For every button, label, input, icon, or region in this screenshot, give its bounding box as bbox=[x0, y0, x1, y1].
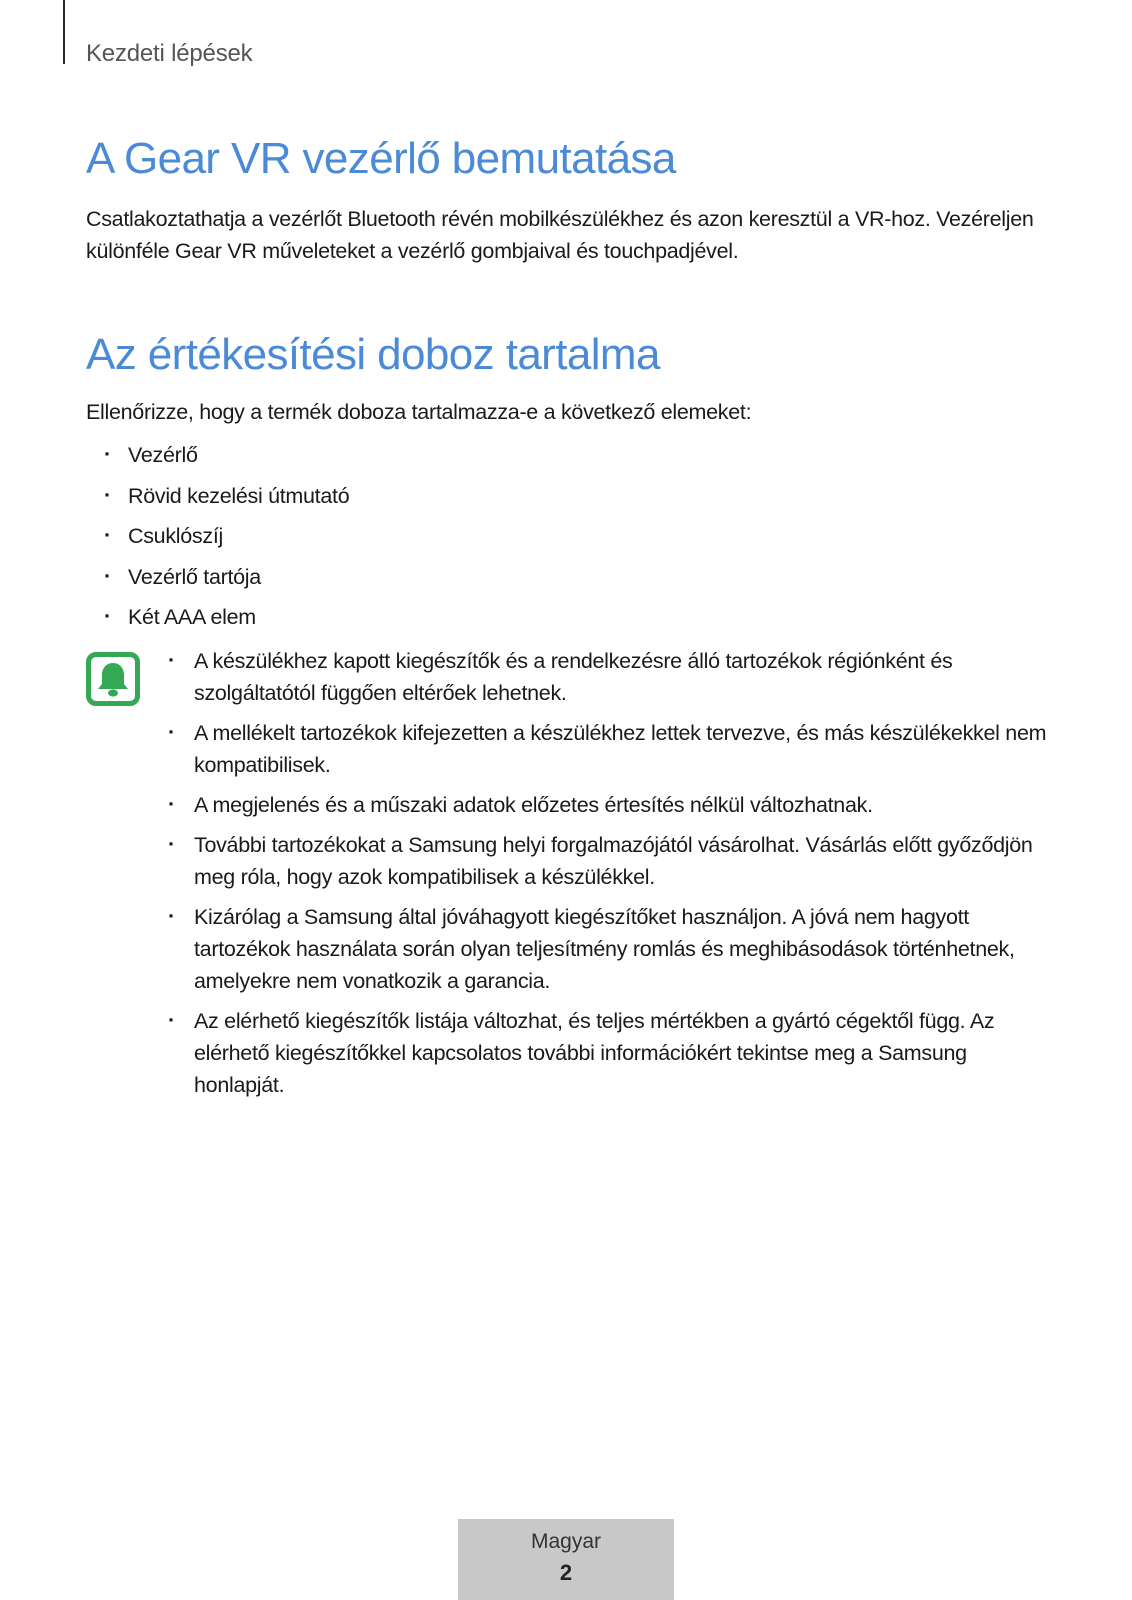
box-items-list bbox=[104, 443, 349, 646]
list-item: · Vezérlő tartója bbox=[104, 565, 349, 606]
header-divider bbox=[63, 0, 65, 64]
notice-item: · A mellékelt tartozékok kifejezetten a készülékhez lettek tervezve, és más készülékekkel nem kompatibilisek. bbox=[166, 717, 1056, 781]
notice-item: · Az elérhető kiegészítők listája változhat, és teljes mértékben a gyártó cégektől függ. Az elérhető kiegészítőkkel kapcsolatos további információkért tekintse meg a Samsung honlapját. bbox=[166, 1005, 1056, 1101]
box-check-text: Ellenőrizze, hogy a termék doboza tartalmazza-e a következő elemeket: bbox=[86, 400, 752, 424]
page-footer bbox=[458, 1519, 674, 1600]
notice-item: · Kizárólag a Samsung által jóváhagyott kiegészítőket használjon. A jóvá nem hagyott tartozékok használata során olyan teljesítmény romlás és meghibásodások történhetnek, amelyekre nem vonatkozik a garancia. bbox=[166, 901, 1056, 997]
list-item: · Csuklószíj bbox=[104, 524, 349, 565]
notice-item: · További tartozékokat a Samsung helyi forgalmazójától vásárolhat. Vásárlás előtt győződjön meg róla, hogy azok kompatibilisek a készülékkel. bbox=[166, 829, 1056, 893]
bell-notice-icon bbox=[86, 652, 140, 706]
section-header: Kezdeti lépések bbox=[86, 40, 253, 67]
notice-list bbox=[166, 645, 1056, 1109]
list-item: · Két AAA elem bbox=[104, 605, 349, 646]
box-contents-heading: Az értékesítési doboz tartalma bbox=[86, 330, 660, 379]
page-title: A Gear VR vezérlő bemutatása bbox=[86, 134, 676, 183]
notice-item: · A készülékhez kapott kiegészítők és a rendelkezésre álló tartozékok régiónként és szolgáltatótól függően eltérőek lehetnek. bbox=[166, 645, 1056, 709]
intro-paragraph: Csatlakoztathatja a vezérlőt Bluetooth révén mobilkészülékhez és azon keresztül a VR-hoz. Vezéreljen különféle Gear VR műveleteket a vezérlő gombjaival és touchpadjével. bbox=[86, 207, 1034, 263]
notice-item: · A megjelenés és a műszaki adatok előzetes értesítés nélkül változhatnak. bbox=[166, 789, 1056, 821]
footer-language: Magyar bbox=[530, 1530, 602, 1553]
page-number: 2 bbox=[559, 1560, 573, 1585]
list-item: · Vezérlő bbox=[104, 443, 349, 484]
list-item: · Rövid kezelési útmutató bbox=[104, 484, 349, 525]
